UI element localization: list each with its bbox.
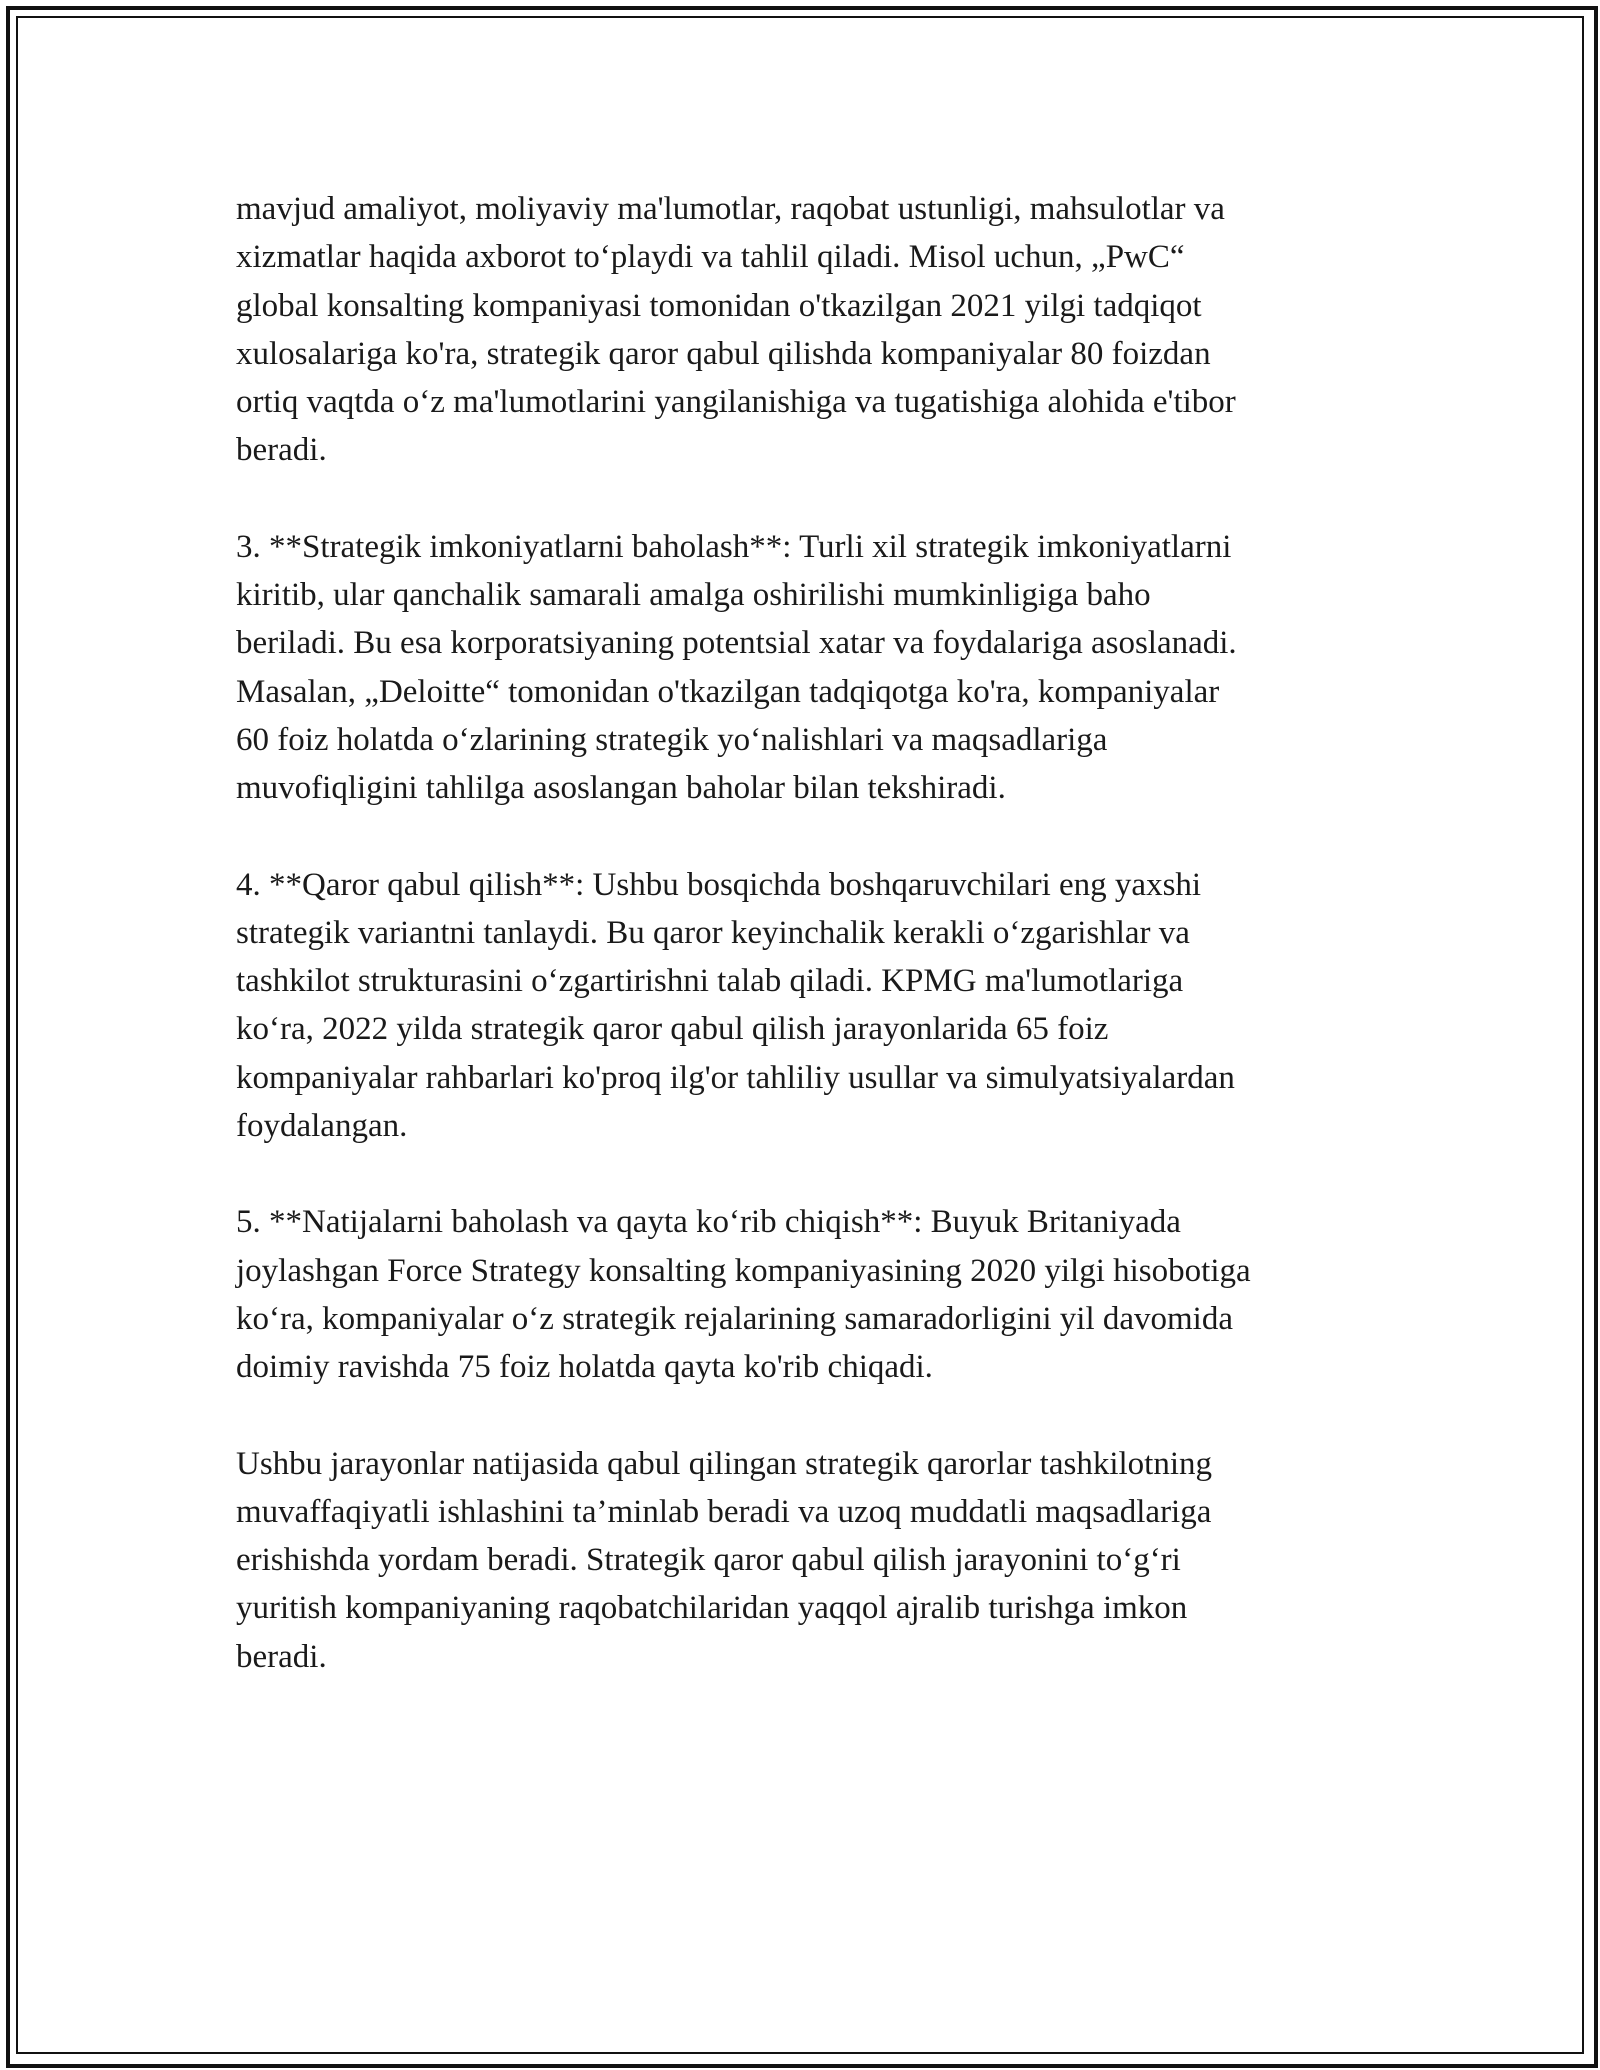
text-line: mavjud amaliyot, moliyaviy ma'lumotlar, raqobat ustunligi, mahsulotlar va: [236, 191, 1225, 227]
text-line: kiritib, ular qanchalik samarali amalga oshirilishi mumkinligiga baho: [236, 577, 1151, 614]
paragraph-step-5: [236, 1198, 1396, 1391]
text-line: 5. **Natijalarni baholash va qayta ko‘rib chiqish**: Buyuk Britaniyada: [236, 1204, 1181, 1241]
paragraph-conclusion: [236, 1440, 1396, 1681]
text-line: foydalangan.: [236, 1108, 408, 1145]
text-line: 4. **Qaror qabul qilish**: Ushbu bosqichda boshqaruvchilari eng yaxshi: [236, 866, 1202, 903]
text-line: tashkilot strukturasini o‘zgartirishni talab qiladi. KPMG ma'lumotlariga: [236, 963, 1184, 1000]
text-line: doimiy ravishda 75 foiz holatda qayta ko'rib chiqadi.: [236, 1349, 933, 1386]
text-line: kompaniyalar rahbarlari ko'proq ilg'or tahliliy usullar va simulyatsiyalardan: [236, 1059, 1235, 1096]
paragraph-data-collection: [236, 185, 1396, 475]
text-line: beradi.: [236, 432, 327, 469]
text-line: beriladi. Bu esa korporatsiyaning potentsial xatar va foydalariga asoslanadi.: [236, 625, 1237, 662]
text-line: beradi.: [236, 1638, 327, 1675]
text-line: Masalan, „Deloitte“ tomonidan o'tkazilgan tadqiqotga ko'ra, kompaniyalar: [236, 673, 1220, 710]
text-line: joylashgan Force Strategy konsalting kompaniyasining 2020 yilgi hisobotiga: [236, 1252, 1251, 1289]
text-line: ortiq vaqtda o‘z ma'lumotlarini yangilanishiga va tugatishiga alohida e'tibor: [236, 384, 1236, 421]
paragraph-step-4: [236, 861, 1396, 1151]
text-line: erishishda yordam beradi. Strategik qaror qabul qilish jarayonini to‘g‘ri: [236, 1542, 1181, 1579]
document-body: [236, 185, 1396, 1729]
text-line: 60 foiz holatda o‘zlarining strategik yo‘nalishlari va maqsadlariga: [236, 721, 1108, 758]
paragraph-step-3: [236, 523, 1396, 813]
text-line: xizmatlar haqida axborot to‘playdi va tahlil qiladi. Misol uchun, „PwC“: [236, 239, 1185, 276]
text-line: strategik variantni tanlaydi. Bu qaror keyinchalik kerakli o‘zgarishlar va: [236, 914, 1190, 951]
text-line: muvaffaqiyatli ishlashini ta’minlab beradi va uzoq muddatli maqsadlariga: [236, 1493, 1212, 1530]
text-line: xulosalariga ko'ra, strategik qaror qabul qilishda kompaniyalar 80 foizdan: [236, 335, 1211, 372]
text-line: ko‘ra, 2022 yilda strategik qaror qabul qilish jarayonlarida 65 foiz: [236, 1011, 1109, 1048]
text-line: yuritish kompaniyaning raqobatchilaridan yaqqol ajralib turishga imkon: [236, 1590, 1188, 1627]
text-line: Ushbu jarayonlar natijasida qabul qilingan strategik qarorlar tashkilotning: [236, 1445, 1212, 1482]
text-line: muvofiqligini tahlilga asoslangan baholar bilan tekshiradi.: [236, 770, 1006, 807]
text-line: ko‘ra, kompaniyalar o‘z strategik rejalarining samaradorligini yil davomida: [236, 1300, 1233, 1337]
text-line: 3. **Strategik imkoniyatlarni baholash**: Turli xil strategik imkoniyatlarni: [236, 528, 1232, 565]
text-line: global konsalting kompaniyasi tomonidan o'tkazilgan 2021 yilgi tadqiqot: [236, 287, 1202, 324]
